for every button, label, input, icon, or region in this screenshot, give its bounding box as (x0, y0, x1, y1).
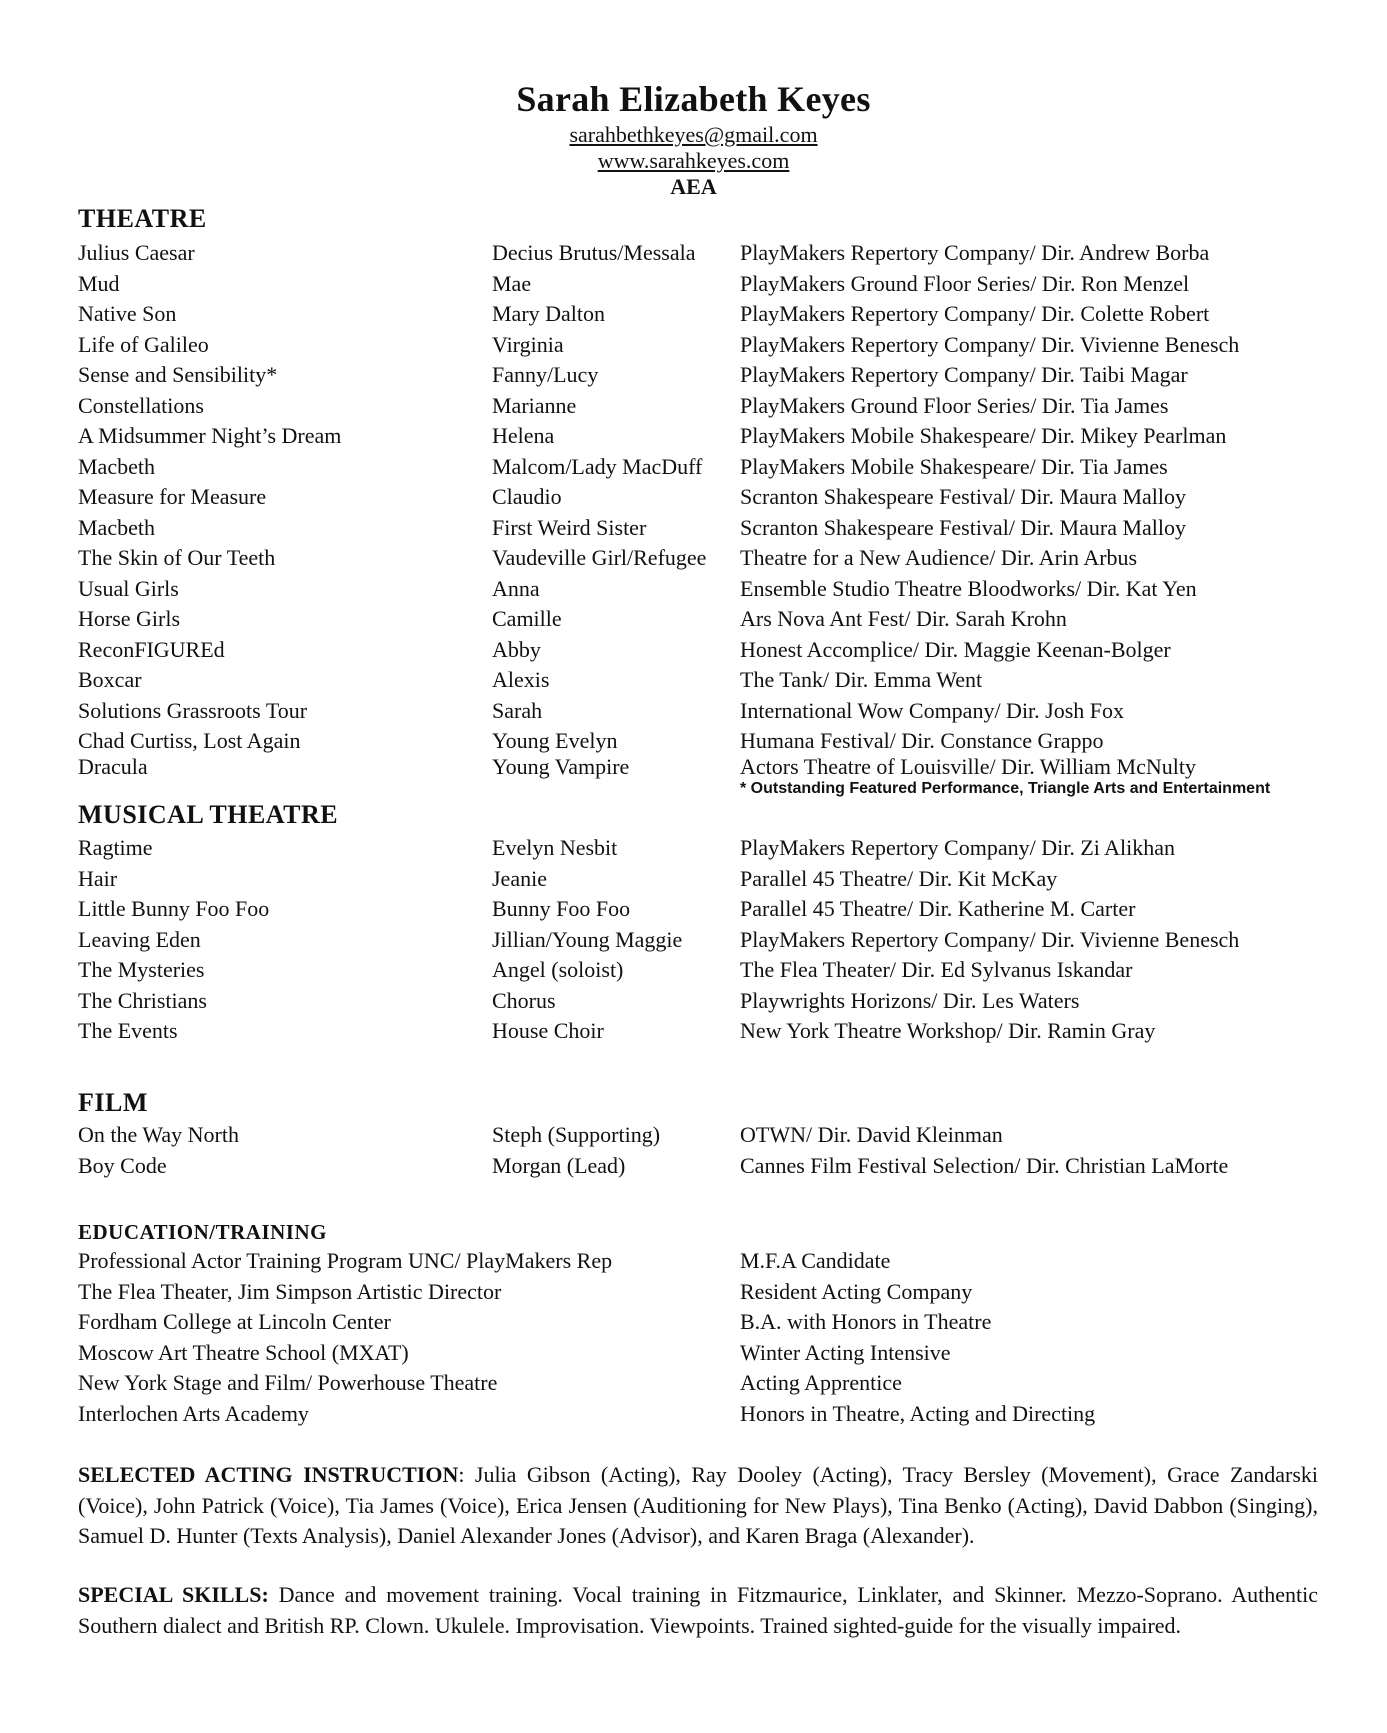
role: Angel (soloist) (492, 957, 624, 982)
venue: Parallel 45 Theatre/ Dir. Kit McKay (740, 865, 1058, 891)
union-affiliation: AEA (670, 174, 717, 199)
role: Decius Brutus/Messala (492, 240, 696, 265)
show-title: The Events (78, 1018, 178, 1043)
credit-row (0, 1153, 1387, 1184)
venue: PlayMakers Repertory Company/ Dir. Colette Robert (740, 301, 1210, 326)
performer-name: Sarah Elizabeth Keyes (516, 79, 871, 119)
role: Bunny Foo Foo (492, 896, 631, 921)
show-title: Chad Curtiss, Lost Again (78, 728, 301, 753)
show-title: A Midsummer Night’s Dream (78, 423, 342, 448)
role: Sarah (492, 697, 543, 723)
venue: Scranton Shakespeare Festival/ Dir. Maura Malloy (740, 514, 1187, 540)
credit-row (0, 988, 1387, 1019)
venue: Playwrights Horizons/ Dir. Les Waters (740, 987, 1080, 1013)
education-row (0, 1370, 1387, 1401)
show-title: Boy Code (78, 1152, 167, 1178)
education-row (0, 1340, 1387, 1371)
venue: OTWN/ Dir. David Kleinman (740, 1122, 1003, 1147)
program-detail: Honors in Theatre, Acting and Directing (740, 1400, 1096, 1426)
school: New York Stage and Film/ Powerhouse Theatre (78, 1370, 498, 1395)
role: Virginia (492, 331, 564, 357)
credit-row (0, 454, 1387, 485)
venue: Ars Nova Ant Fest/ Dir. Sarah Krohn (740, 606, 1067, 631)
film-credits (0, 1122, 1387, 1183)
show-title: Hair (78, 865, 118, 891)
credit-row (0, 301, 1387, 332)
credit-row (0, 362, 1387, 393)
show-title: Little Bunny Foo Foo (78, 896, 270, 921)
special-skills-label: SPECIAL SKILLS: (78, 1582, 269, 1607)
show-title: The Mysteries (78, 957, 205, 982)
credit-row (0, 332, 1387, 363)
show-title: Constellations (78, 392, 204, 418)
show-title: Dracula (78, 754, 148, 779)
credit-row (0, 576, 1387, 607)
credit-row (0, 240, 1387, 271)
program-detail: B.A. with Honors in Theatre (740, 1309, 992, 1334)
show-title: Boxcar (78, 667, 142, 692)
show-title: Life of Galileo (78, 331, 209, 357)
venue: PlayMakers Mobile Shakespeare/ Dir. Mikey Pearlman (740, 423, 1227, 448)
theatre-heading: THEATRE (78, 204, 207, 233)
venue: The Tank/ Dir. Emma Went (740, 667, 983, 692)
credit-row (0, 637, 1387, 668)
credit-row (0, 835, 1387, 866)
venue: International Wow Company/ Dir. Josh Fox (740, 697, 1125, 723)
show-title: Mud (78, 270, 120, 296)
show-title: The Christians (78, 987, 207, 1013)
venue: Parallel 45 Theatre/ Dir. Katherine M. Carter (740, 896, 1136, 921)
role: Jeanie (492, 865, 547, 891)
credit-row (0, 393, 1387, 424)
venue: PlayMakers Repertory Company/ Dir. Taibi Magar (740, 362, 1188, 387)
program-detail: M.F.A Candidate (740, 1248, 891, 1273)
credit-row (0, 866, 1387, 897)
show-title: ReconFIGUREd (78, 636, 225, 662)
school: Interlochen Arts Academy (78, 1400, 309, 1426)
show-title: Macbeth (78, 453, 155, 479)
show-title: Macbeth (78, 514, 155, 540)
role: Abby (492, 636, 541, 662)
website-link[interactable]: www.sarahkeyes.com (597, 148, 790, 173)
role: Helena (492, 423, 555, 448)
venue: PlayMakers Repertory Company/ Dir. Vivienne Benesch (740, 331, 1240, 357)
credit-row (0, 957, 1387, 988)
special-skills-text: Dance and movement training. Vocal training in Fitzmaurice, Linklater, and Skinner. Mezzo-Soprano. Authentic Southern dialect and British RP. Clown. Ukulele. Improvisation. Viewpoints. Trained sighted-guide for the visually impaired. (78, 1582, 1318, 1638)
venue: Honest Accomplice/ Dir. Maggie Keenan-Bolger (740, 636, 1171, 662)
role: Steph (Supporting) (492, 1122, 661, 1147)
venue: Scranton Shakespeare Festival/ Dir. Maura Malloy (740, 484, 1187, 509)
role: Camille (492, 606, 562, 631)
role: Mary Dalton (492, 301, 606, 326)
role: Chorus (492, 987, 556, 1013)
venue: Ensemble Studio Theatre Bloodworks/ Dir. Kat Yen (740, 575, 1197, 601)
acting-instruction-paragraph (78, 1460, 1318, 1552)
role: Young Vampire (492, 754, 630, 779)
role: Evelyn Nesbit (492, 835, 618, 860)
credit-row (0, 271, 1387, 302)
education-list (0, 1248, 1387, 1431)
role: Malcom/Lady MacDuff (492, 453, 703, 479)
musical-credits (0, 835, 1387, 1049)
role: Fanny/Lucy (492, 362, 599, 387)
education-row (0, 1279, 1387, 1310)
acting-instruction-label: SELECTED ACTING INSTRUCTION (78, 1462, 459, 1487)
credit-row (0, 545, 1387, 576)
venue: PlayMakers Mobile Shakespeare/ Dir. Tia James (740, 453, 1168, 479)
venue: Cannes Film Festival Selection/ Dir. Christian LaMorte (740, 1152, 1229, 1178)
show-title: Solutions Grassroots Tour (78, 697, 308, 723)
show-title: On the Way North (78, 1122, 239, 1147)
musical-theatre-heading: MUSICAL THEATRE (78, 800, 339, 829)
credit-row (0, 1122, 1387, 1153)
credit-row (0, 927, 1387, 958)
credit-row (0, 896, 1387, 927)
role: Claudio (492, 484, 562, 509)
credit-row (0, 606, 1387, 637)
credit-row (0, 667, 1387, 698)
award-footnote: * Outstanding Featured Performance, Triangle Arts and Entertainment (740, 780, 1271, 797)
program-detail: Winter Acting Intensive (740, 1339, 951, 1365)
program-detail: Resident Acting Company (740, 1278, 973, 1304)
venue: The Flea Theater/ Dir. Ed Sylvanus Iskandar (740, 957, 1133, 982)
show-title: Julius Caesar (78, 240, 195, 265)
venue: PlayMakers Repertory Company/ Dir. Zi Alikhan (740, 835, 1176, 860)
theatre-credits (0, 240, 1387, 785)
role: Mae (492, 270, 532, 296)
role: Vaudeville Girl/Refugee (492, 545, 707, 570)
role: First Weird Sister (492, 514, 647, 540)
role: Alexis (492, 667, 550, 692)
show-title: Measure for Measure (78, 484, 267, 509)
show-title: Sense and Sensibility* (78, 362, 278, 387)
email-link[interactable]: sarahbethkeyes@gmail.com (569, 122, 818, 147)
role: House Choir (492, 1018, 604, 1043)
role: Young Evelyn (492, 728, 618, 753)
school: The Flea Theater, Jim Simpson Artistic Director (78, 1278, 502, 1304)
school: Fordham College at Lincoln Center (78, 1309, 391, 1334)
education-row (0, 1401, 1387, 1432)
education-heading: EDUCATION/TRAINING (78, 1220, 327, 1244)
role: Marianne (492, 392, 577, 418)
credit-row (0, 515, 1387, 546)
education-row (0, 1309, 1387, 1340)
film-heading: FILM (78, 1088, 148, 1117)
role: Jillian/Young Maggie (492, 926, 683, 952)
school: Moscow Art Theatre School (MXAT) (78, 1339, 409, 1365)
education-row (0, 1248, 1387, 1279)
credit-row (0, 1018, 1387, 1049)
show-title: Usual Girls (78, 575, 179, 601)
venue: Theatre for a New Audience/ Dir. Arin Arbus (740, 545, 1138, 570)
school: Professional Actor Training Program UNC/ PlayMakers Rep (78, 1248, 613, 1273)
venue: PlayMakers Ground Floor Series/ Dir. Tia James (740, 392, 1169, 418)
credit-row (0, 728, 1387, 754)
show-title: Ragtime (78, 835, 153, 860)
show-title: Horse Girls (78, 606, 181, 631)
special-skills-paragraph (78, 1580, 1318, 1641)
venue: PlayMakers Repertory Company/ Dir. Vivienne Benesch (740, 926, 1240, 952)
show-title: Native Son (78, 301, 177, 326)
program-detail: Acting Apprentice (740, 1370, 902, 1395)
show-title: The Skin of Our Teeth (78, 545, 276, 570)
credit-row (0, 698, 1387, 729)
venue: PlayMakers Ground Floor Series/ Dir. Ron Menzel (740, 270, 1190, 296)
role: Anna (492, 575, 540, 601)
venue: PlayMakers Repertory Company/ Dir. Andrew Borba (740, 240, 1210, 265)
venue: Actors Theatre of Louisville/ Dir. William McNulty (740, 754, 1196, 779)
credit-row (0, 423, 1387, 454)
venue: Humana Festival/ Dir. Constance Grappo (740, 728, 1104, 753)
show-title: Leaving Eden (78, 926, 201, 952)
credit-row (0, 484, 1387, 515)
acting-instruction-text: : Julia Gibson (Acting), Ray Dooley (Acting), Tracy Bersley (Movement), Grace Zandarski (Voice), John Patrick (Voice), Tia James (Voice), Erica Jensen (Auditioning for New Plays), Tina Benko (Acting), David Dabbon (Singing), Samuel D. Hunter (Texts Analysis), Daniel Alexander Jones (Advisor), and Karen Braga (Alexander). (78, 1462, 1318, 1548)
role: Morgan (Lead) (492, 1152, 626, 1178)
venue: New York Theatre Workshop/ Dir. Ramin Gray (740, 1018, 1156, 1043)
